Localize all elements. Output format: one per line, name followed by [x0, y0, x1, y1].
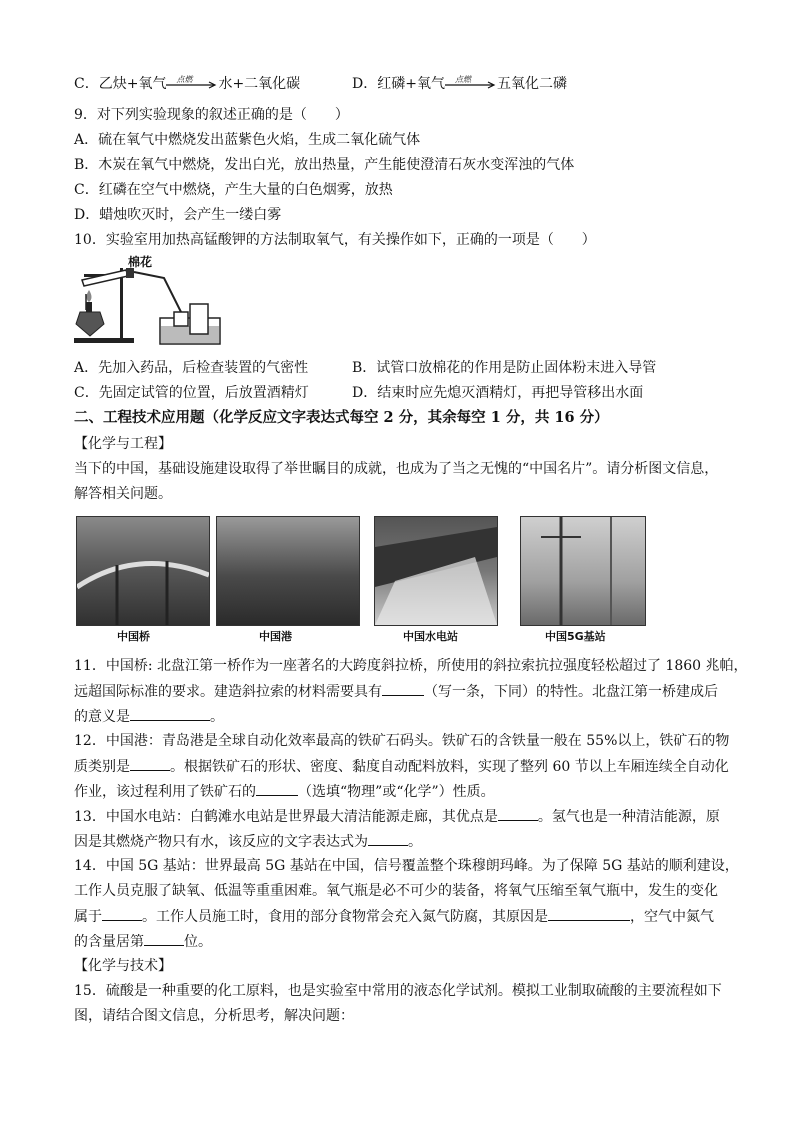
q8-option-d: D．红磷+氧气 点燃 五氧化二磷 [352, 75, 567, 92]
intro-line-2: 解答相关问题。 [74, 486, 172, 502]
hydropower-photo [374, 516, 498, 626]
caption-bridge: 中国桥 [117, 630, 150, 643]
q14-line-3: 属于 。工作人员施工时，食用的部分食物常会充入氮气防腐，其原因是 ，空气中氮气 [74, 906, 714, 927]
answer-blank[interactable] [144, 931, 184, 946]
section-title: 二、工程技术应用题（化学反应文字表达式每空 2 分，其余每空 1 分，共 16 分） [74, 409, 609, 426]
q10-option-a: A．先加入药品，后检查装置的气密性 [74, 360, 309, 376]
q12-line-2: 质类别是 。根据铁矿石的形状、密度、黏度自动配料放料，实现了整列 60 节以上车厢连续全自动化 [74, 756, 729, 777]
cotton-label: 棉花 [128, 255, 153, 269]
bridge-photo [76, 516, 210, 626]
subsection-technology: 【化学与技术】 [74, 958, 172, 974]
q9-option-a: A．硫在氧气中燃烧发出蓝紫色火焰，生成二氧化硫气体 [74, 132, 421, 148]
answer-blank[interactable] [548, 906, 630, 921]
answer-blank[interactable] [130, 756, 170, 771]
q10-option-b: B．试管口放棉花的作用是防止固体粉末进入导管 [352, 360, 657, 376]
q11-line-2: 远超国际标准的要求。建造斜拉索的材料需要具有 （写一条，下同）的特性。北盘江第一桥建成后 [74, 681, 718, 702]
reaction-arrow: 点燃 [166, 77, 218, 91]
q14-line-2: 工作人员克服了缺氧、低温等重重困难。氧气瓶是必不可少的装备，将氧气压缩至氧气瓶中，发生的变化 [74, 883, 718, 899]
intro-line-1: 当下的中国，基础设施建设取得了举世瞩目的成就，也成为了当之无愧的“中国名片”。请分析图文信息， [74, 461, 719, 477]
caption-hydropower: 中国水电站 [403, 630, 458, 643]
q10-option-c: C．先固定试管的位置，后放置酒精灯 [74, 385, 309, 401]
answer-blank[interactable] [256, 781, 298, 796]
caption-5g: 中国5G基站 [545, 630, 606, 643]
q15-line-2: 图，请结合图文信息，分析思考，解决问题： [74, 1008, 354, 1024]
q13-line-2: 因是其燃烧产物只有水，该反应的文字表达式为 。 [74, 831, 422, 852]
q9-option-c: C．红磷在空气中燃烧，产生大量的白色烟雾，放热 [74, 182, 393, 198]
q14-line-1: 14．中国 5G 基站：世界最高 5G 基站在中国，信号覆盖整个珠穆朗玛峰。为了保障 5G 基站的顺利建设， [74, 858, 739, 874]
answer-blank[interactable] [498, 806, 538, 821]
q9-stem: 9．对下列实验现象的叙述正确的是（ ） [74, 107, 349, 123]
q13-line-1: 13．中国水电站：白鹤滩水电站是世界最大清洁能源走廊，其优点是 。氢气也是一种清洁能源，原 [74, 806, 720, 827]
q10-stem: 10．实验室用加热高锰酸钾的方法制取氧气，有关操作如下，正确的一项是（ ） [74, 232, 596, 248]
q11-line-1: 11．中国桥: 北盘江第一桥作为一座著名的大跨度斜拉桥，所使用的斜拉索抗拉强度轻松超过了 1860 兆帕， [74, 658, 748, 674]
reaction-arrow: 点燃 [445, 77, 497, 91]
q12-line-1: 12．中国港：青岛港是全球自动化效率最高的铁矿石码头。铁矿石的含铁量一般在 55%以上，铁矿石的物 [74, 733, 730, 749]
answer-blank[interactable] [130, 706, 210, 721]
answer-blank[interactable] [368, 831, 408, 846]
q9-option-b: B．木炭在氧气中燃烧，发出白光，放出热量，产生能使澄清石灰水变浑浊的气体 [74, 157, 575, 173]
q14-line-4: 的含量居第 位。 [74, 931, 212, 952]
q11-line-3: 的意义是 。 [74, 706, 224, 727]
subsection-engineering: 【化学与工程】 [74, 436, 172, 452]
q10-option-d: D．结束时应先熄灭酒精灯，再把导管移出水面 [352, 385, 644, 401]
caption-port: 中国港 [259, 630, 292, 643]
port-photo [216, 516, 360, 626]
q12-line-3: 作业，该过程利用了铁矿石的 （选填“物理”或“化学”）性质。 [74, 781, 495, 802]
5g-station-photo [520, 516, 646, 626]
answer-blank[interactable] [102, 906, 142, 921]
q15-line-1: 15．硫酸是一种重要的化工原料，也是实验室中常用的液态化学试剂。模拟工业制取硫酸的主要流程如下 [74, 983, 722, 999]
q8-option-c: C．乙炔+氧气 点燃 水+二氧化碳 [74, 75, 301, 92]
answer-blank[interactable] [382, 681, 424, 696]
q9-option-d: D．蜡烛吹灭时，会产生一缕白雾 [74, 207, 282, 223]
